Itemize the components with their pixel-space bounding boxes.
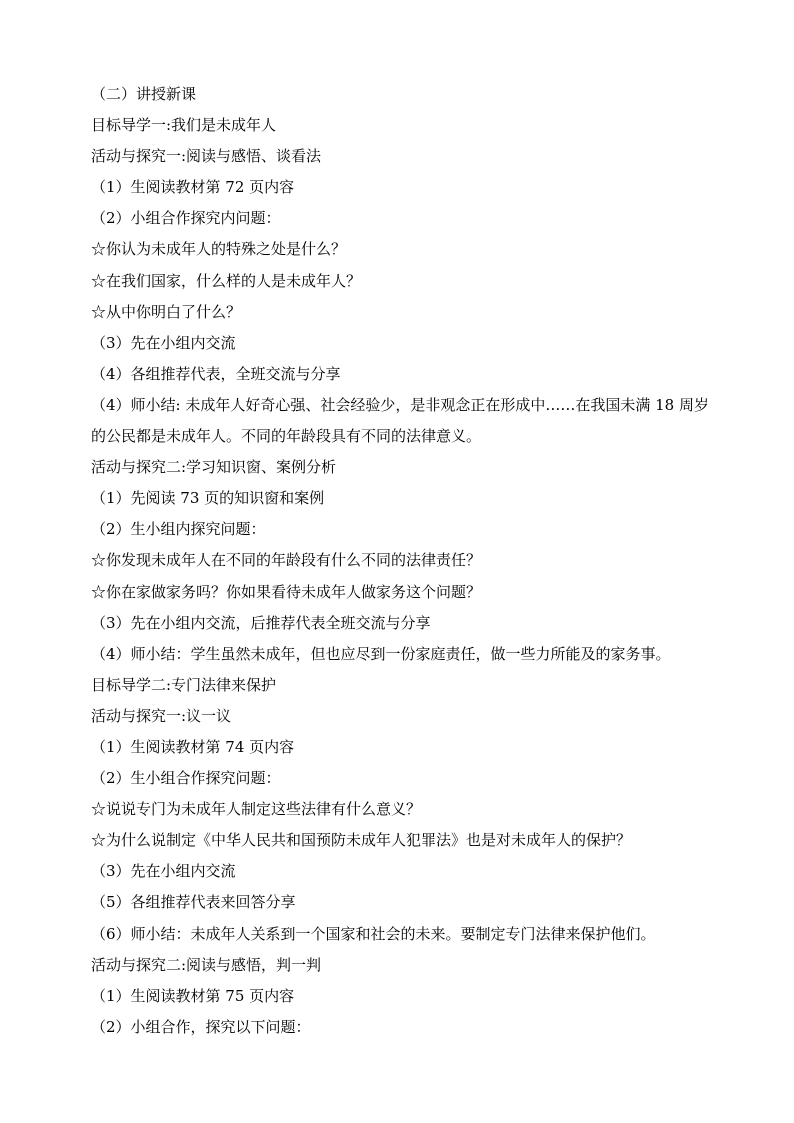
step-line: （2）小组合作探究内问题： — [91, 209, 281, 228]
activity-heading: 活动与探究一:议一议 — [91, 706, 232, 725]
step-line: （3）先在小组内交流，后推荐代表全班交流与分享 — [91, 613, 431, 632]
step-line: （1）先阅读 73 页的知识窗和案例 — [91, 489, 325, 508]
document-body — [91, 79, 721, 1043]
step-line: （2）生小组合作探究问题： — [91, 769, 281, 788]
summary-line: （4）师小结：学生虽然未成年，但也应尽到一份家庭责任，做一些力所能及的家务事。 — [91, 644, 671, 663]
step-line: （1）生阅读教材第 75 页内容 — [91, 986, 295, 1005]
question-line: ☆你发现未成年人在不同的年龄段有什么不同的法律责任？ — [91, 551, 482, 570]
question-line: ☆你在家做家务吗？你如果看待未成年人做家务这个问题？ — [91, 582, 482, 601]
activity-heading: 活动与探究一:阅读与感悟、谈看法 — [91, 147, 322, 166]
question-line: ☆为什么说制定《中华人民共和国预防未成年人犯罪法》也是对未成年人的保护？ — [91, 831, 632, 850]
goal-heading: 目标导学一:我们是未成年人 — [91, 116, 277, 135]
step-line: （2）生小组内探究问题： — [91, 520, 266, 539]
step-line: （3）先在小组内交流 — [91, 862, 236, 881]
question-line: ☆说说专门为未成年人制定这些法律有什么意义？ — [91, 800, 422, 819]
question-line: ☆你认为未成年人的特殊之处是什么？ — [91, 240, 347, 259]
question-line: ☆从中你明白了什么？ — [91, 302, 242, 321]
step-line: （1）生阅读教材第 72 页内容 — [91, 178, 295, 197]
goal-heading: 目标导学二:专门法律来保护 — [91, 675, 277, 694]
activity-heading: 活动与探究二:学习知识窗、案例分析 — [91, 458, 337, 477]
section-heading: （二）讲授新课 — [91, 85, 197, 103]
summary-line: （6）师小结：未成年人关系到一个国家和社会的未来。要制定专门法律来保护他们。 — [91, 924, 656, 943]
step-line: （5）各组推荐代表来回答分享 — [91, 893, 296, 912]
activity-heading: 活动与探究二:阅读与感悟，判一判 — [91, 955, 322, 974]
question-line: ☆在我们国家，什么样的人是未成年人？ — [91, 271, 362, 290]
step-line: （4）各组推荐代表，全班交流与分享 — [91, 364, 341, 383]
step-line: （2）小组合作，探究以下问题： — [91, 1017, 311, 1036]
step-line: （1）生阅读教材第 74 页内容 — [91, 737, 295, 756]
summary-paragraph: （4）师小结: 未成年人好奇心强、社会经验少，是非观念正在形成中……在我国未满 18 周岁的公民都是未成年人。不同的年龄段具有不同的法律意义。 — [91, 395, 709, 446]
step-line: （3）先在小组内交流 — [91, 333, 236, 352]
